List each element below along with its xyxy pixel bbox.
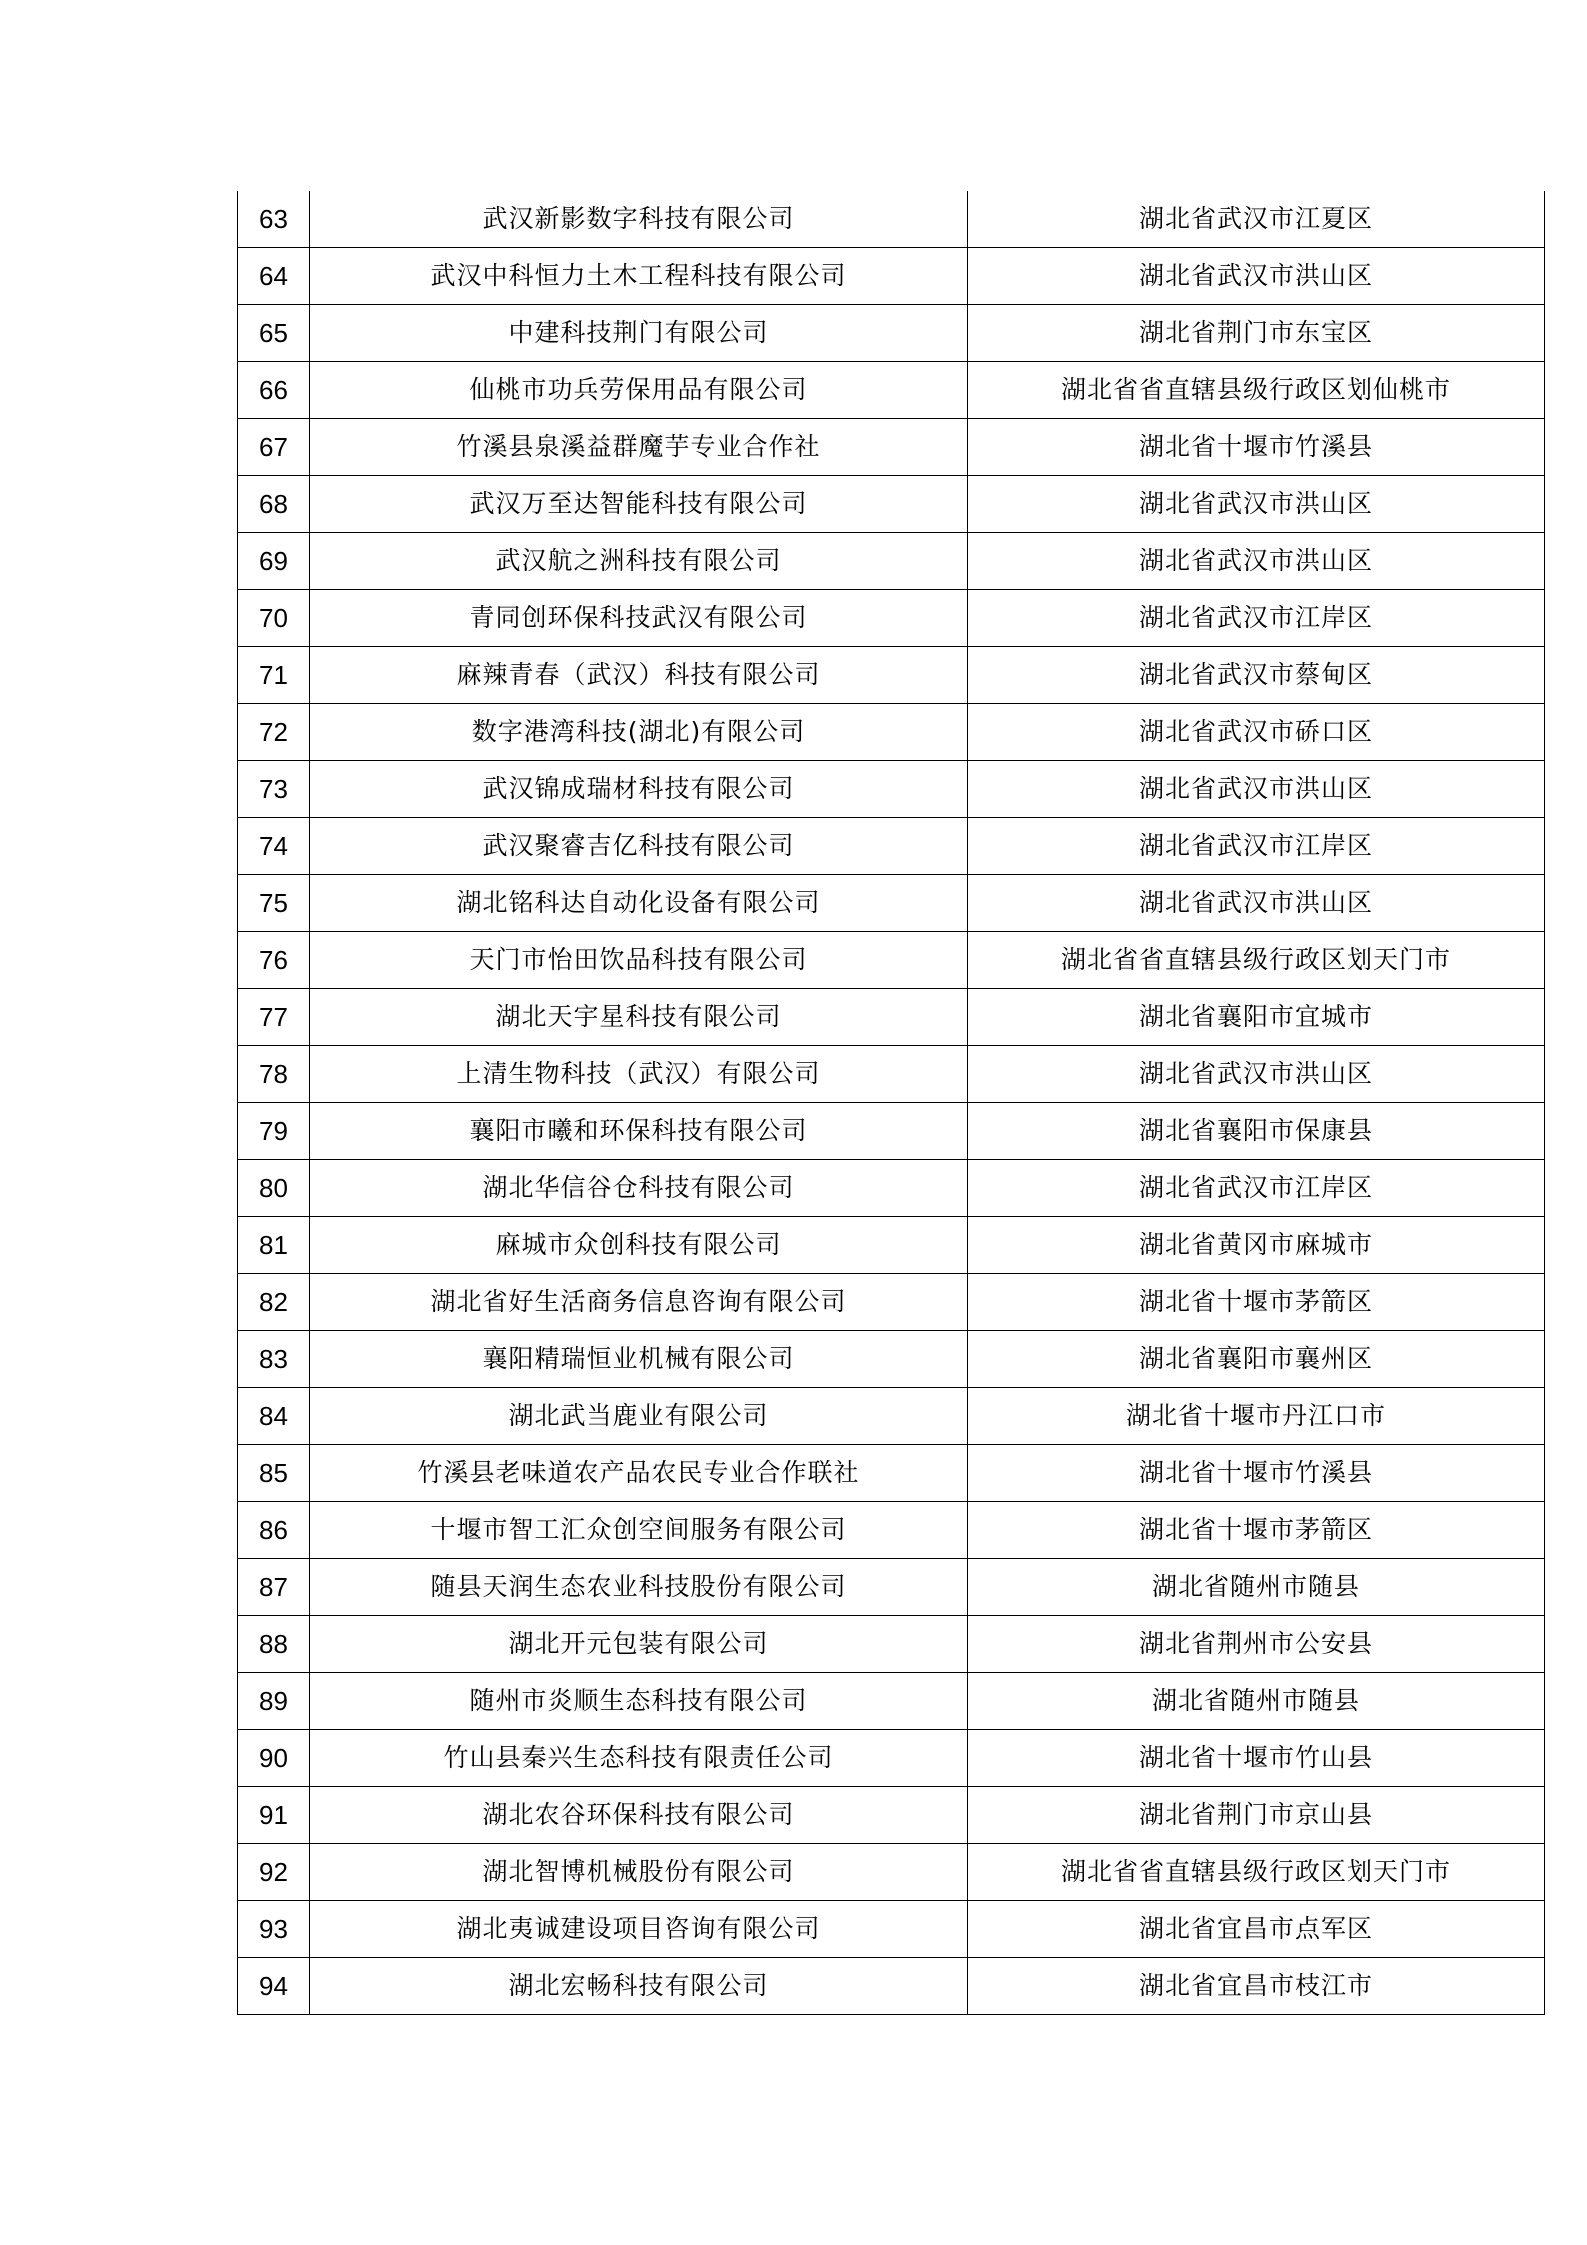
company-name-cell: 天门市怡田饮品科技有限公司 xyxy=(310,932,968,989)
company-name-cell: 麻辣青春（武汉）科技有限公司 xyxy=(310,647,968,704)
table-row xyxy=(238,818,1545,875)
location-cell: 湖北省襄阳市保康县 xyxy=(968,1103,1545,1160)
company-name-cell: 随县天润生态农业科技股份有限公司 xyxy=(310,1559,968,1616)
location-cell: 湖北省荆门市京山县 xyxy=(968,1787,1545,1844)
table-row xyxy=(238,1730,1545,1787)
location-cell: 湖北省武汉市江夏区 xyxy=(968,191,1545,248)
location-cell: 湖北省荆门市东宝区 xyxy=(968,305,1545,362)
company-name-cell: 随州市炎顺生态科技有限公司 xyxy=(310,1673,968,1730)
row-number-cell: 71 xyxy=(238,647,310,704)
row-number-cell: 64 xyxy=(238,248,310,305)
company-name-cell: 竹山县秦兴生态科技有限责任公司 xyxy=(310,1730,968,1787)
table-row xyxy=(238,989,1545,1046)
row-number-cell: 67 xyxy=(238,419,310,476)
row-number-cell: 65 xyxy=(238,305,310,362)
table-row xyxy=(238,1388,1545,1445)
company-name-cell: 武汉中科恒力土木工程科技有限公司 xyxy=(310,248,968,305)
table-row xyxy=(238,647,1545,704)
row-number-cell: 68 xyxy=(238,476,310,533)
table-row xyxy=(238,1103,1545,1160)
location-cell: 湖北省武汉市江岸区 xyxy=(968,818,1545,875)
company-name-cell: 青同创环保科技武汉有限公司 xyxy=(310,590,968,647)
company-name-cell: 武汉聚睿吉亿科技有限公司 xyxy=(310,818,968,875)
location-cell: 湖北省宜昌市枝江市 xyxy=(968,1958,1545,2015)
row-number-cell: 81 xyxy=(238,1217,310,1274)
table-row xyxy=(238,704,1545,761)
company-name-cell: 湖北农谷环保科技有限公司 xyxy=(310,1787,968,1844)
row-number-cell: 89 xyxy=(238,1673,310,1730)
location-cell: 湖北省随州市随县 xyxy=(968,1559,1545,1616)
location-cell: 湖北省十堰市竹山县 xyxy=(968,1730,1545,1787)
company-name-cell: 湖北智博机械股份有限公司 xyxy=(310,1844,968,1901)
company-name-cell: 湖北天宇星科技有限公司 xyxy=(310,989,968,1046)
company-name-cell: 武汉万至达智能科技有限公司 xyxy=(310,476,968,533)
table-row xyxy=(238,362,1545,419)
company-name-cell: 襄阳市曦和环保科技有限公司 xyxy=(310,1103,968,1160)
company-name-cell: 麻城市众创科技有限公司 xyxy=(310,1217,968,1274)
company-name-cell: 湖北武当鹿业有限公司 xyxy=(310,1388,968,1445)
row-number-cell: 79 xyxy=(238,1103,310,1160)
table-row xyxy=(238,1616,1545,1673)
row-number-cell: 63 xyxy=(238,191,310,248)
row-number-cell: 66 xyxy=(238,362,310,419)
company-name-cell: 湖北铭科达自动化设备有限公司 xyxy=(310,875,968,932)
location-cell: 湖北省武汉市江岸区 xyxy=(968,1160,1545,1217)
location-cell: 湖北省省直辖县级行政区划天门市 xyxy=(968,1844,1545,1901)
location-cell: 湖北省武汉市江岸区 xyxy=(968,590,1545,647)
row-number-cell: 69 xyxy=(238,533,310,590)
row-number-cell: 83 xyxy=(238,1331,310,1388)
row-number-cell: 76 xyxy=(238,932,310,989)
table-row xyxy=(238,248,1545,305)
table-row xyxy=(238,476,1545,533)
table-row xyxy=(238,1217,1545,1274)
row-number-cell: 70 xyxy=(238,590,310,647)
company-name-cell: 湖北华信谷仓科技有限公司 xyxy=(310,1160,968,1217)
company-name-cell: 仙桃市功兵劳保用品有限公司 xyxy=(310,362,968,419)
row-number-cell: 90 xyxy=(238,1730,310,1787)
company-name-cell: 武汉航之洲科技有限公司 xyxy=(310,533,968,590)
company-name-cell: 数字港湾科技(湖北)有限公司 xyxy=(310,704,968,761)
table-row xyxy=(238,590,1545,647)
row-number-cell: 86 xyxy=(238,1502,310,1559)
row-number-cell: 88 xyxy=(238,1616,310,1673)
company-name-cell: 上清生物科技（武汉）有限公司 xyxy=(310,1046,968,1103)
row-number-cell: 91 xyxy=(238,1787,310,1844)
row-number-cell: 85 xyxy=(238,1445,310,1502)
location-cell: 湖北省襄阳市宜城市 xyxy=(968,989,1545,1046)
row-number-cell: 93 xyxy=(238,1901,310,1958)
location-cell: 湖北省十堰市茅箭区 xyxy=(968,1274,1545,1331)
company-list-table xyxy=(237,191,1545,2015)
company-name-cell: 武汉锦成瑞材科技有限公司 xyxy=(310,761,968,818)
row-number-cell: 80 xyxy=(238,1160,310,1217)
row-number-cell: 87 xyxy=(238,1559,310,1616)
location-cell: 湖北省省直辖县级行政区划天门市 xyxy=(968,932,1545,989)
table-row xyxy=(238,1046,1545,1103)
table-row xyxy=(238,305,1545,362)
row-number-cell: 72 xyxy=(238,704,310,761)
table-row xyxy=(238,1844,1545,1901)
location-cell: 湖北省十堰市茅箭区 xyxy=(968,1502,1545,1559)
table-row xyxy=(238,932,1545,989)
company-name-cell: 湖北开元包装有限公司 xyxy=(310,1616,968,1673)
table-row xyxy=(238,1673,1545,1730)
row-number-cell: 92 xyxy=(238,1844,310,1901)
company-name-cell: 十堰市智工汇众创空间服务有限公司 xyxy=(310,1502,968,1559)
company-name-cell: 武汉新影数字科技有限公司 xyxy=(310,191,968,248)
location-cell: 湖北省武汉市洪山区 xyxy=(968,248,1545,305)
table-row xyxy=(238,1331,1545,1388)
company-name-cell: 中建科技荆门有限公司 xyxy=(310,305,968,362)
location-cell: 湖北省武汉市洪山区 xyxy=(968,1046,1545,1103)
table-row xyxy=(238,1160,1545,1217)
company-name-cell: 湖北省好生活商务信息咨询有限公司 xyxy=(310,1274,968,1331)
company-name-cell: 湖北夷诚建设项目咨询有限公司 xyxy=(310,1901,968,1958)
location-cell: 湖北省武汉市洪山区 xyxy=(968,533,1545,590)
table-row xyxy=(238,1559,1545,1616)
location-cell: 湖北省黄冈市麻城市 xyxy=(968,1217,1545,1274)
company-name-cell: 竹溪县老味道农产品农民专业合作联社 xyxy=(310,1445,968,1502)
table-row xyxy=(238,1958,1545,2015)
table-row xyxy=(238,1901,1545,1958)
table-row xyxy=(238,419,1545,476)
location-cell: 湖北省武汉市洪山区 xyxy=(968,761,1545,818)
row-number-cell: 82 xyxy=(238,1274,310,1331)
table-row xyxy=(238,533,1545,590)
location-cell: 湖北省随州市随县 xyxy=(968,1673,1545,1730)
table-row xyxy=(238,1274,1545,1331)
location-cell: 湖北省荆州市公安县 xyxy=(968,1616,1545,1673)
location-cell: 湖北省武汉市蔡甸区 xyxy=(968,647,1545,704)
table-row xyxy=(238,875,1545,932)
location-cell: 湖北省十堰市竹溪县 xyxy=(968,1445,1545,1502)
company-name-cell: 湖北宏畅科技有限公司 xyxy=(310,1958,968,2015)
location-cell: 湖北省武汉市洪山区 xyxy=(968,476,1545,533)
table-row xyxy=(238,191,1545,248)
table-row xyxy=(238,1502,1545,1559)
table-body xyxy=(238,191,1545,2015)
row-number-cell: 75 xyxy=(238,875,310,932)
row-number-cell: 94 xyxy=(238,1958,310,2015)
location-cell: 湖北省省直辖县级行政区划仙桃市 xyxy=(968,362,1545,419)
location-cell: 湖北省襄阳市襄州区 xyxy=(968,1331,1545,1388)
location-cell: 湖北省十堰市竹溪县 xyxy=(968,419,1545,476)
table-row xyxy=(238,761,1545,818)
table-row xyxy=(238,1787,1545,1844)
location-cell: 湖北省武汉市硚口区 xyxy=(968,704,1545,761)
row-number-cell: 78 xyxy=(238,1046,310,1103)
row-number-cell: 74 xyxy=(238,818,310,875)
location-cell: 湖北省武汉市洪山区 xyxy=(968,875,1545,932)
row-number-cell: 73 xyxy=(238,761,310,818)
company-name-cell: 竹溪县泉溪益群魔芋专业合作社 xyxy=(310,419,968,476)
table-row xyxy=(238,1445,1545,1502)
row-number-cell: 77 xyxy=(238,989,310,1046)
row-number-cell: 84 xyxy=(238,1388,310,1445)
location-cell: 湖北省宜昌市点军区 xyxy=(968,1901,1545,1958)
company-name-cell: 襄阳精瑞恒业机械有限公司 xyxy=(310,1331,968,1388)
location-cell: 湖北省十堰市丹江口市 xyxy=(968,1388,1545,1445)
